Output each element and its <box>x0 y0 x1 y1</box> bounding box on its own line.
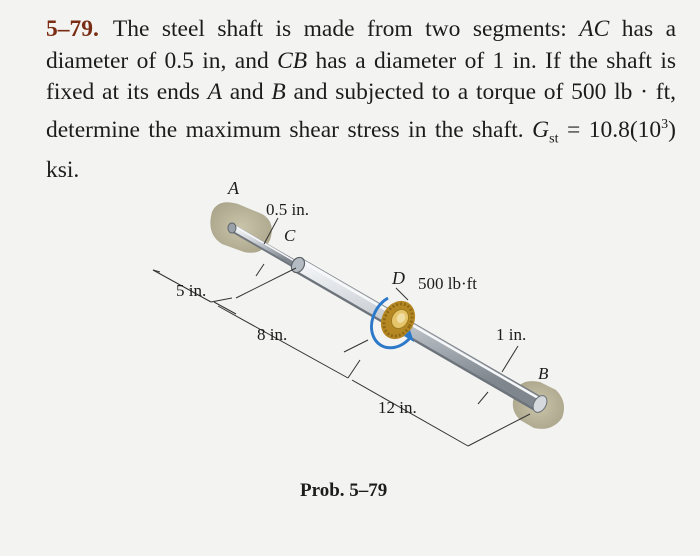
tick-c <box>256 264 264 276</box>
label-d: D <box>392 268 405 288</box>
label-5in: 5 in. <box>176 281 207 300</box>
shaft-end-a <box>228 223 236 233</box>
figure-caption: Prob. 5–79 <box>300 480 388 501</box>
label-12in: 12 in. <box>378 398 417 417</box>
label-b: B <box>538 364 549 383</box>
leader-large-diameter <box>502 346 518 372</box>
label-small-diameter: 0.5 in. <box>266 200 309 219</box>
end-a: A <box>207 79 222 105</box>
end-b: B <box>271 79 286 105</box>
label-large-diameter: 1 in. <box>496 325 527 344</box>
label-a: A <box>228 178 239 198</box>
problem-text-3: has a diameter of 1 in. If the shaft is fixed at its ends <box>46 47 676 105</box>
problem-text-5: and subjected to a torque of 500 lb · ft, determine the maximum shear stress in the shaft. <box>46 79 676 143</box>
tick-large-diameter <box>478 392 488 404</box>
label-torque: 500 lb·ft <box>418 274 478 293</box>
segment-ac: AC <box>579 16 610 42</box>
leader-d <box>396 288 408 300</box>
label-c: C <box>284 226 296 245</box>
problem-text-7: ) ksi. <box>46 116 676 183</box>
shear-modulus-symbol: G <box>532 116 550 143</box>
label-8in: 8 in. <box>257 325 288 344</box>
problem-text-1: The steel shaft is made from two segments: <box>112 16 580 42</box>
problem-text-2: has a diameter of 0.5 in, and <box>46 16 676 74</box>
segment-cb: CB <box>277 47 308 74</box>
problem-text-4: and <box>221 79 272 105</box>
problem-text-6: = 10.8(10 <box>558 116 662 143</box>
exponent: 3 <box>661 116 669 132</box>
problem-number: 5–79. <box>46 16 99 42</box>
shear-modulus-subscript: st <box>549 131 559 147</box>
